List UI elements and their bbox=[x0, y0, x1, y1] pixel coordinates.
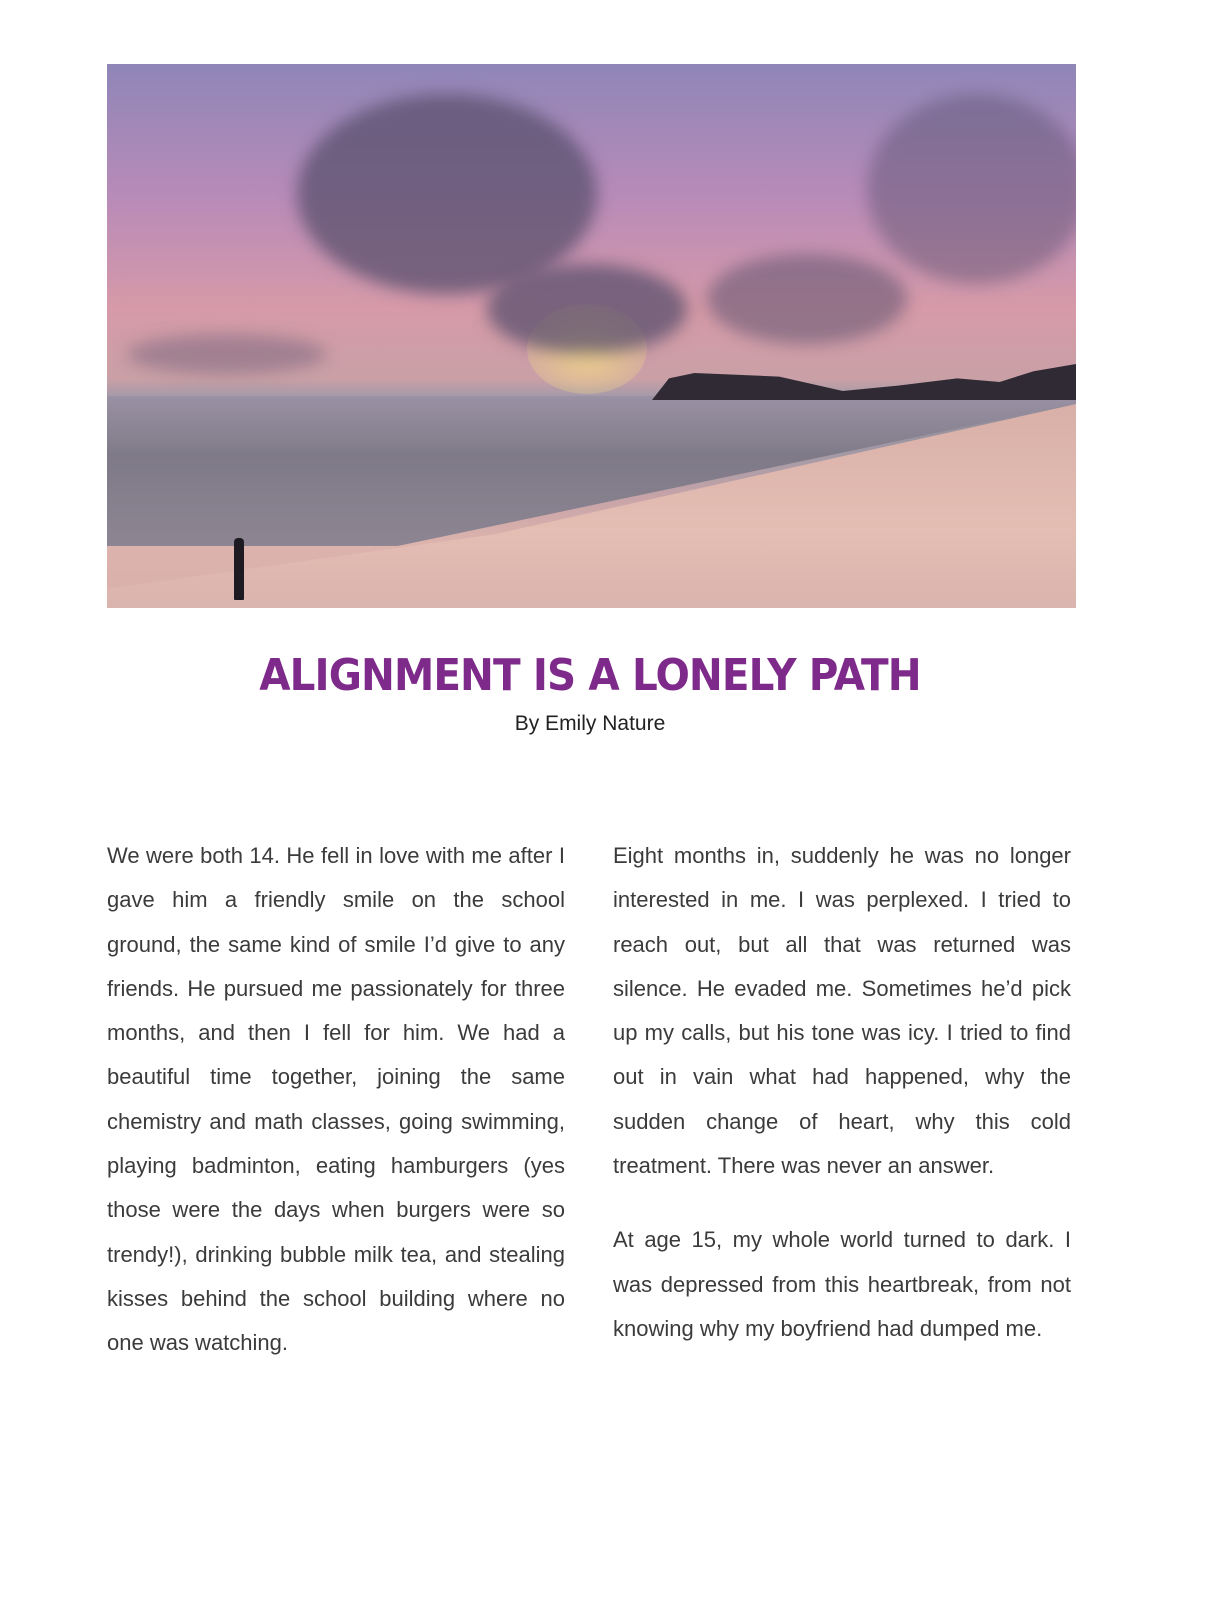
left-column bbox=[107, 834, 565, 1396]
paragraph: Eight months in, suddenly he was no longer interested in me. I was perplexed. I tried to reach out, but all that was returned was silence. He evaded me. Sometimes he’d pick up my calls, but his tone was icy. I tried to find out in vain what had happened, why the sudden change of heart, why this cold treatment. There was never an answer. bbox=[613, 843, 1071, 1179]
cloud bbox=[297, 94, 597, 294]
cloud bbox=[707, 254, 907, 344]
article-byline: By Emily Nature bbox=[514, 712, 666, 735]
headland-silhouette bbox=[652, 364, 1076, 400]
paragraph: At age 15, my whole world turned to dark. I was depressed from this heartbreak, from not knowing why my boyfriend had dumped me. bbox=[613, 1227, 1071, 1341]
paragraph: We were both 14. He fell in love with me after I gave him a friendly smile on the school ground, the same kind of smile I’d give to any friends. He pursued me passionately for three months, and then I fell for him. We had a beautiful time together, joining the same chemistry and math classes, going swimming, playing badminton, eating hamburgers (yes those were the days when burgers were so trendy!), drinking bubble milk tea, and stealing kisses behind the school building where no one was watching. bbox=[107, 843, 565, 1356]
right-column bbox=[613, 834, 1071, 1381]
hero-image-beach-sunset bbox=[107, 64, 1076, 608]
cloud bbox=[127, 334, 327, 374]
person-silhouette bbox=[234, 538, 244, 600]
cloud bbox=[867, 94, 1076, 284]
cloud bbox=[487, 264, 687, 354]
article-title: ALIGNMENT IS A LONELY PATH bbox=[259, 650, 921, 701]
